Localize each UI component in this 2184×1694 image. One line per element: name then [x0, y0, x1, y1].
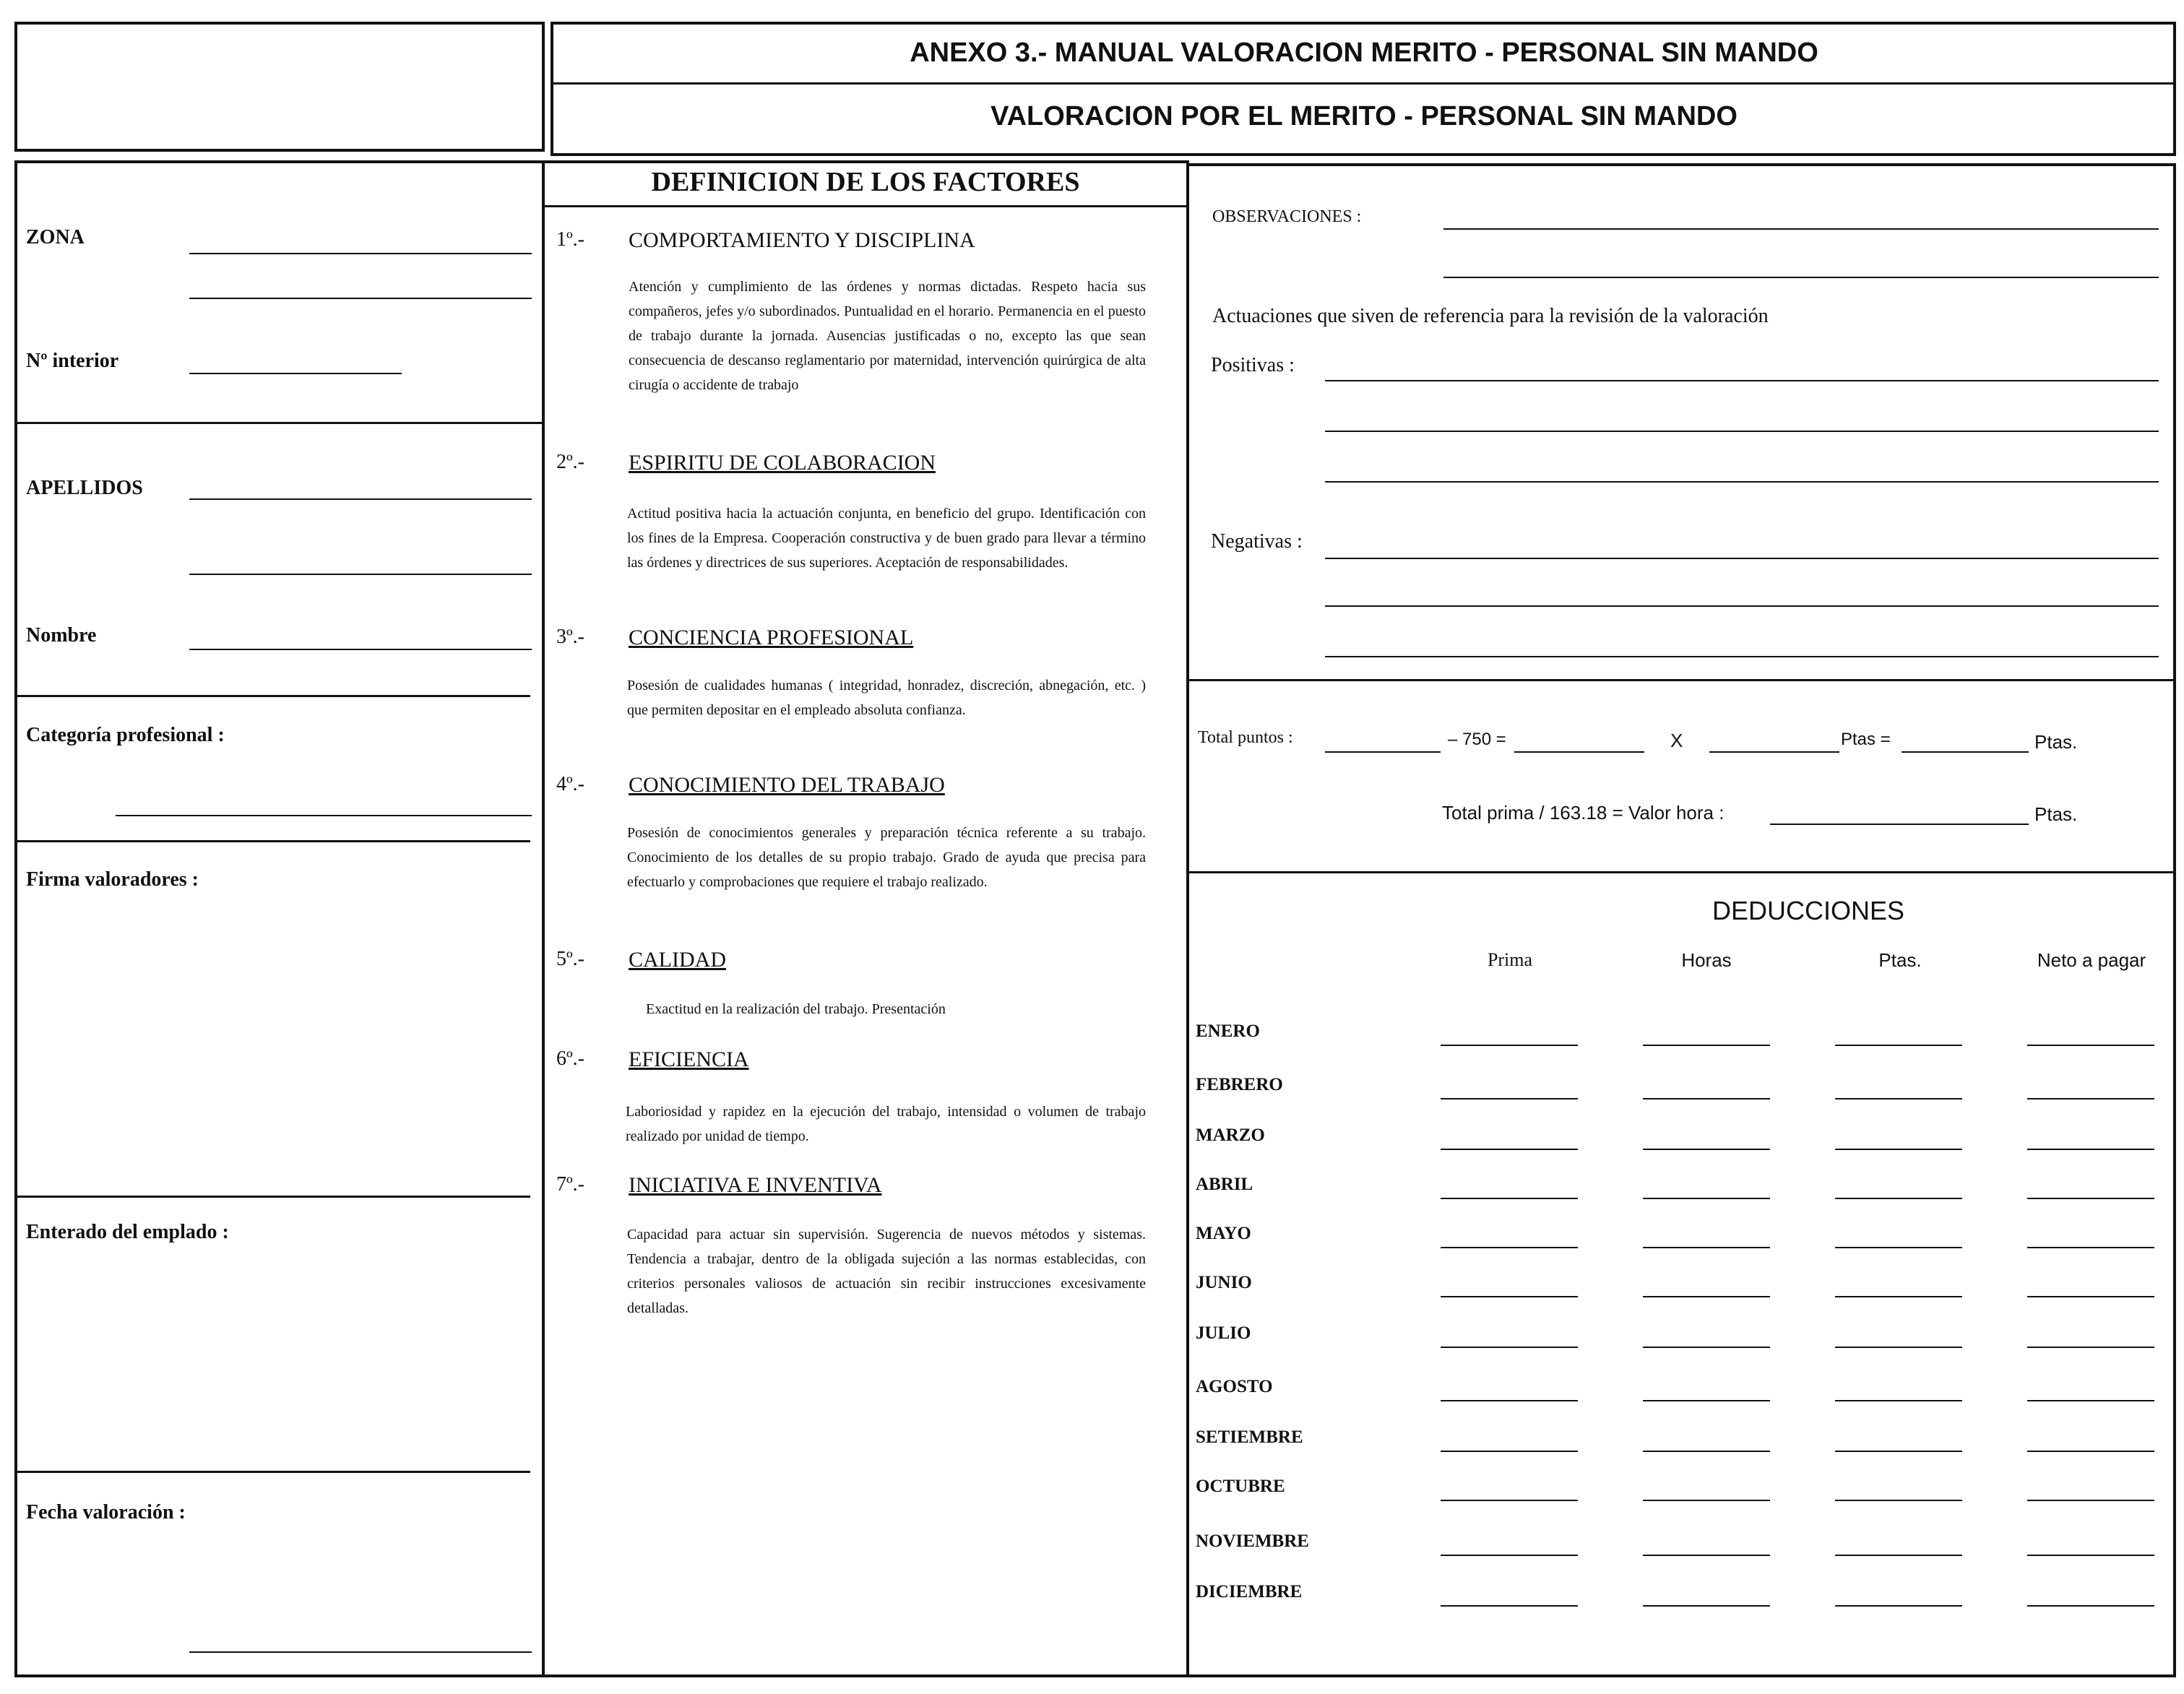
- month-prima-field[interactable]: [1441, 1198, 1578, 1199]
- month-label: JUNIO: [1196, 1273, 1252, 1292]
- month-prima-field[interactable]: [1441, 1247, 1578, 1248]
- nombre-label: Nombre: [26, 624, 97, 647]
- month-label: JULIO: [1196, 1323, 1251, 1343]
- column-neto-a-pagar: Neto a pagar: [2037, 949, 2146, 971]
- month-ptas-field[interactable]: [1835, 1198, 1962, 1199]
- total-puntos-label: Total puntos :: [1198, 728, 1293, 747]
- factors-title-rule: [543, 205, 1188, 207]
- month-ptas-field[interactable]: [1835, 1098, 1962, 1099]
- factor-1-title: COMPORTAMIENTO Y DISCIPLINA: [629, 228, 975, 252]
- month-prima-field[interactable]: [1441, 1296, 1578, 1297]
- factor-3-description: Posesión de cualidades humanas ( integridad, honradez, discreción, abnegación, etc. ) que permiten depositar en el empleado absoluta confianza.: [627, 678, 1146, 718]
- negativas-field-3[interactable]: [1325, 656, 2159, 657]
- factor-6-number: 6º.-: [556, 1047, 585, 1070]
- total-puntos-field[interactable]: [1325, 751, 1441, 753]
- month-ptas-field[interactable]: [1835, 1500, 1962, 1501]
- factor-3-number: 3º.-: [556, 626, 585, 648]
- n-interior-field[interactable]: [189, 373, 402, 374]
- month-prima-field[interactable]: [1441, 1045, 1578, 1046]
- positivas-field-2[interactable]: [1325, 431, 2159, 432]
- factor-5-number: 5º.-: [556, 948, 585, 970]
- column-ptas: Ptas.: [1878, 949, 1922, 971]
- positivas-label: Positivas :: [1211, 354, 1295, 376]
- month-neto-field[interactable]: [2027, 1149, 2154, 1150]
- month-ptas-field[interactable]: [1835, 1555, 1962, 1556]
- left-divider-4: [16, 1196, 530, 1198]
- times-sign: X: [1670, 730, 1683, 751]
- observaciones-field[interactable]: [1443, 228, 2159, 230]
- firma-label: Firma valoradores :: [26, 868, 199, 891]
- valor-hora-field[interactable]: [1770, 824, 2029, 825]
- right-divider-2: [1189, 871, 2173, 873]
- month-horas-field[interactable]: [1643, 1247, 1770, 1248]
- fecha-label: Fecha valoración :: [26, 1501, 186, 1524]
- factor-7-description: Capacidad para actuar sin supervisión. Sugerencia de nuevos métodos y sistemas. Tendencia a trabajar, dentro de la obligada sujeción a las normas establecidas, con criterios personales valiosos de actuación sin recibir instrucciones excesivamente detalladas.: [627, 1227, 1146, 1316]
- minus-750-result-field[interactable]: [1514, 751, 1644, 753]
- month-label: MARZO: [1196, 1125, 1265, 1145]
- left-panel: [14, 160, 545, 1677]
- left-divider-1: [16, 422, 543, 424]
- negativas-field-2[interactable]: [1325, 605, 2159, 607]
- month-horas-field[interactable]: [1643, 1400, 1770, 1401]
- month-prima-field[interactable]: [1441, 1555, 1578, 1556]
- ptas-unit-1: Ptas.: [2034, 731, 2078, 753]
- negativas-field-1[interactable]: [1325, 558, 2159, 559]
- month-ptas-field[interactable]: [1835, 1347, 1962, 1348]
- observaciones-label: OBSERVACIONES :: [1212, 207, 1362, 226]
- month-label: ABRIL: [1196, 1175, 1253, 1194]
- positivas-field-1[interactable]: [1325, 380, 2159, 381]
- month-prima-field[interactable]: [1441, 1098, 1578, 1099]
- month-ptas-field[interactable]: [1835, 1149, 1962, 1150]
- month-neto-field[interactable]: [2027, 1198, 2154, 1199]
- month-label: MAYO: [1196, 1224, 1251, 1243]
- month-prima-field[interactable]: [1441, 1605, 1578, 1607]
- observaciones-field-2[interactable]: [1443, 277, 2159, 278]
- month-neto-field[interactable]: [2027, 1555, 2154, 1556]
- month-neto-field[interactable]: [2027, 1045, 2154, 1046]
- factor-2-title: ESPIRITU DE COLABORACION: [629, 451, 936, 475]
- factor-6-title: EFICIENCIA: [629, 1047, 749, 1071]
- month-ptas-field[interactable]: [1835, 1045, 1962, 1046]
- month-ptas-field[interactable]: [1835, 1296, 1962, 1297]
- multiplier-field[interactable]: [1709, 751, 1839, 753]
- month-label: FEBRERO: [1196, 1075, 1283, 1094]
- factor-4-description: Posesión de conocimientos generales y preparación técnica referente a su trabajo. Conocimiento de los detalles de su propio trabajo. Grado de ayuda que precisa para efectuarlo y comprobaciones que requiere el trabajo realizado.: [627, 825, 1146, 890]
- month-prima-field[interactable]: [1441, 1500, 1578, 1501]
- zona-label: ZONA: [26, 226, 85, 249]
- header-left-box: [14, 22, 545, 152]
- month-neto-field[interactable]: [2027, 1347, 2154, 1348]
- factor-5-description: Exactitud en la realización del trabajo. Presentación: [646, 1001, 946, 1017]
- positivas-field-3[interactable]: [1325, 481, 2159, 483]
- factor-2-description: Actitud positiva hacia la actuación conjunta, en beneficio del grupo. Identificación con los fines de la Empresa. Cooperación constructiva y de buen grado para llevar a término las órdenes y directrices de sus superiores. Aceptación de responsabilidades.: [627, 506, 1146, 571]
- total-prima-label: Total prima / 163.18 = Valor hora :: [1442, 802, 1725, 824]
- column-horas: Horas: [1681, 949, 1732, 971]
- left-divider-5: [16, 1471, 530, 1473]
- right-divider-1: [1189, 679, 2173, 681]
- month-horas-field[interactable]: [1643, 1451, 1770, 1452]
- month-horas-field[interactable]: [1643, 1500, 1770, 1501]
- minus-750-text: – 750 =: [1448, 730, 1506, 749]
- actuaciones-label: Actuaciones que siven de referencia para la revisión de la valoración: [1212, 305, 1769, 327]
- factor-6-description: Laboriosidad y rapidez en la ejecución del trabajo, intensidad o volumen de trabajo realizado por unidad de tiempo.: [626, 1104, 1146, 1144]
- nombre-field[interactable]: [189, 649, 532, 650]
- month-prima-field[interactable]: [1441, 1400, 1578, 1401]
- ptas-unit-2: Ptas.: [2034, 803, 2078, 825]
- left-divider-2: [16, 695, 530, 697]
- month-neto-field[interactable]: [2027, 1400, 2154, 1401]
- n-interior-label: Nº interior: [26, 350, 119, 372]
- form-subtitle: VALORACION POR EL MERITO - PERSONAL SIN MANDO: [990, 101, 1738, 131]
- month-neto-field[interactable]: [2027, 1500, 2154, 1501]
- annex-title: ANEXO 3.- MANUAL VALORACION MERITO - PERSONAL SIN MANDO: [910, 38, 1818, 68]
- factor-7-number: 7º.-: [556, 1173, 585, 1196]
- factor-1-number: 1º.-: [556, 228, 585, 251]
- zona-field[interactable]: [189, 253, 532, 254]
- month-label: AGOSTO: [1196, 1377, 1273, 1396]
- month-label: NOVIEMBRE: [1196, 1531, 1309, 1551]
- categoria-field[interactable]: [116, 815, 532, 816]
- month-horas-field[interactable]: [1643, 1347, 1770, 1348]
- month-horas-field[interactable]: [1643, 1198, 1770, 1199]
- apellidos-field[interactable]: [189, 498, 532, 500]
- fecha-field[interactable]: [189, 1651, 532, 1653]
- month-horas-field[interactable]: [1643, 1605, 1770, 1607]
- column-prima: Prima: [1487, 949, 1533, 970]
- factor-4-title: CONOCIMIENTO DEL TRABAJO: [629, 773, 945, 797]
- month-neto-field[interactable]: [2027, 1296, 2154, 1297]
- month-label: ENERO: [1196, 1021, 1260, 1041]
- ptas-equals-text: Ptas =: [1841, 730, 1891, 749]
- month-ptas-field[interactable]: [1835, 1605, 1962, 1607]
- negativas-label: Negativas :: [1211, 530, 1303, 553]
- month-neto-field[interactable]: [2027, 1247, 2154, 1248]
- enterado-label: Enterado del emplado :: [26, 1221, 229, 1243]
- header-divider: [552, 82, 2175, 85]
- month-prima-field[interactable]: [1441, 1451, 1578, 1452]
- month-horas-field[interactable]: [1643, 1098, 1770, 1099]
- apellidos-label: APELLIDOS: [26, 477, 143, 499]
- apellidos-field-2[interactable]: [189, 574, 532, 575]
- month-ptas-field[interactable]: [1835, 1247, 1962, 1248]
- month-neto-field[interactable]: [2027, 1098, 2154, 1099]
- month-label: SETIEMBRE: [1196, 1427, 1303, 1447]
- month-neto-field[interactable]: [2027, 1451, 2154, 1452]
- factor-5-title: CALIDAD: [629, 948, 726, 972]
- factor-1-description: Atención y cumplimiento de las órdenes y normas dictadas. Respeto hacia sus compañeros, jefes y/o subordinados. Puntualidad en el horario. Permanencia en el puesto de trabajo durante la jornada. Ausencias justificadas o no, excepto las que sean consecuencia de descanso reglamentario por maternidad, intervención quirúrgica de alta cirugía o accidente de trabajo: [629, 279, 1146, 393]
- factors-title: DEFINICION DE LOS FACTORES: [651, 167, 1080, 197]
- month-label: DICIEMBRE: [1196, 1582, 1303, 1602]
- month-horas-field[interactable]: [1643, 1296, 1770, 1297]
- month-horas-field[interactable]: [1643, 1045, 1770, 1046]
- month-horas-field[interactable]: [1643, 1149, 1770, 1150]
- month-prima-field[interactable]: [1441, 1347, 1578, 1348]
- month-label: OCTUBRE: [1196, 1477, 1285, 1496]
- month-ptas-field[interactable]: [1835, 1451, 1962, 1452]
- deducciones-title: DEDUCCIONES: [1712, 896, 1905, 925]
- factor-4-number: 4º.-: [556, 773, 585, 795]
- factor-3-title: CONCIENCIA PROFESIONAL: [629, 626, 914, 649]
- categoria-label: Categoría profesional :: [26, 724, 225, 746]
- ptas-result-field[interactable]: [1902, 751, 2029, 753]
- month-prima-field[interactable]: [1441, 1149, 1578, 1150]
- left-divider-3: [16, 840, 530, 842]
- month-horas-field[interactable]: [1643, 1555, 1770, 1556]
- month-ptas-field[interactable]: [1835, 1400, 1962, 1401]
- month-neto-field[interactable]: [2027, 1605, 2154, 1607]
- zona-field-2[interactable]: [189, 298, 532, 299]
- factor-7-title: INICIATIVA E INVENTIVA: [629, 1173, 882, 1197]
- factor-2-number: 2º.-: [556, 451, 585, 473]
